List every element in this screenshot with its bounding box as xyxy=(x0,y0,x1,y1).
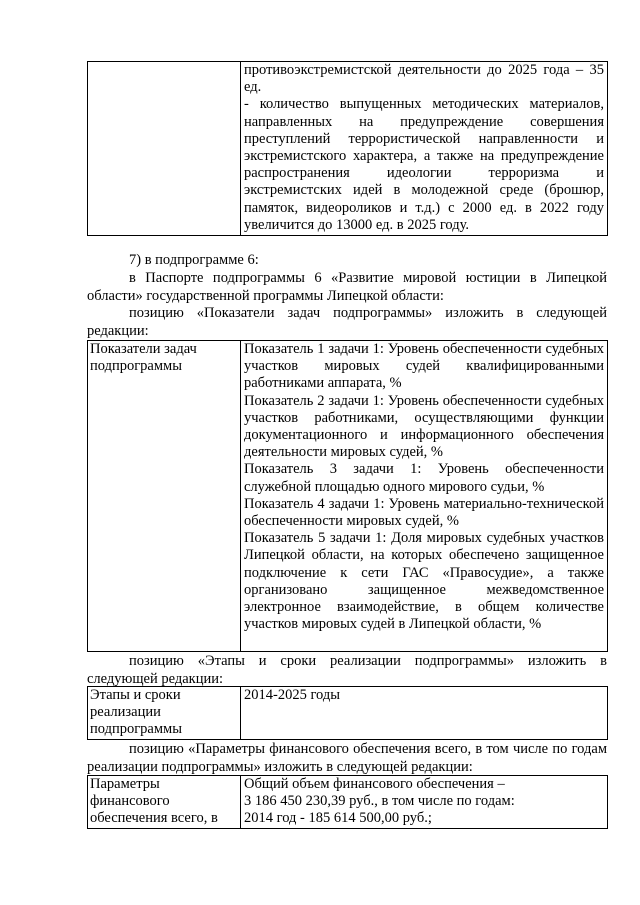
position-paragraph: позицию «Показатели задач подпрограммы» изложить в следующей редакции: xyxy=(87,305,607,339)
table-left-cell: Этапы и сроки реализации подпрограммы xyxy=(88,687,241,739)
position-paragraph: позицию «Этапы и сроки реализации подпрограммы» изложить в следующей редакции: xyxy=(87,653,607,687)
indicator-text: Показатель 2 задачи 1: Уровень обеспеченности судебных участков работниками, осуществляющими функции документационного и информационного обеспечения деятельности мировых судей, % xyxy=(244,392,604,461)
table-right-cell xyxy=(241,776,607,828)
finance-line: 2014 год - 185 614 500,00 руб.; xyxy=(244,810,432,827)
finance-line: 3 186 450 230,39 руб., в том числе по годам: xyxy=(244,793,515,810)
table-right-cell: 2014-2025 годы xyxy=(244,687,340,703)
position-paragraph: позицию «Параметры финансового обеспечения всего, в том числе по годам реализации подпрограммы» изложить в следующей редакции: xyxy=(87,741,607,775)
table-left-cell: Параметры финансового обеспечения всего, в xyxy=(88,776,241,828)
subprogram-heading: 7) в подпрограмме 6: xyxy=(129,252,259,268)
indicator-text: - количество выпущенных методических материалов, направленных на предупреждение совершения преступлений террористической направленности и экстремистского характера, а также на предупреждение распространения идеологии терроризма и экстремистских идей в молодежной среде (брошюр, памяток, видеороликов и т.д.) с 2000 ед. в 2022 году увеличится до 13000 ед. в 2025 году. xyxy=(244,96,604,233)
indicators-table xyxy=(87,340,608,652)
table-right-cell xyxy=(241,62,607,235)
stages-table xyxy=(87,686,608,740)
indicator-text: Показатель 3 задачи 1: Уровень обеспеченности служебной площадью одного мирового судьи, % xyxy=(244,461,604,495)
indicator-text: Показатель 5 задачи 1: Доля мировых судебных участков Липецкой области, на которых обеспечено защищенное подключение к сети ГАС «Правосудие», а также организовано защищенное межведомственное электронное взаимодействие, в общем количестве участков мировых судей в Липецкой области, % xyxy=(244,530,604,633)
table-left-cell xyxy=(88,62,241,235)
table-continuation xyxy=(87,61,608,236)
table-right-cell xyxy=(241,341,607,651)
indicator-text: противоэкстремистской деятельности до 2025 года – 35 ед. xyxy=(244,62,604,96)
indicator-text: Показатель 4 задачи 1: Уровень материально-технической обеспеченности мировых судей, % xyxy=(244,495,604,530)
finance-table xyxy=(87,775,608,829)
indicator-text: Показатель 1 задачи 1: Уровень обеспеченности судебных участков мировых судей квалифицированными работниками аппарата, % xyxy=(244,341,604,392)
finance-line: Общий объем финансового обеспечения – xyxy=(244,776,505,792)
table-left-cell: Показатели задач подпрограммы xyxy=(88,341,241,651)
passport-paragraph: в Паспорте подпрограммы 6 «Развитие мировой юстиции в Липецкой области» государственной программы Липецкой области: xyxy=(87,270,607,304)
